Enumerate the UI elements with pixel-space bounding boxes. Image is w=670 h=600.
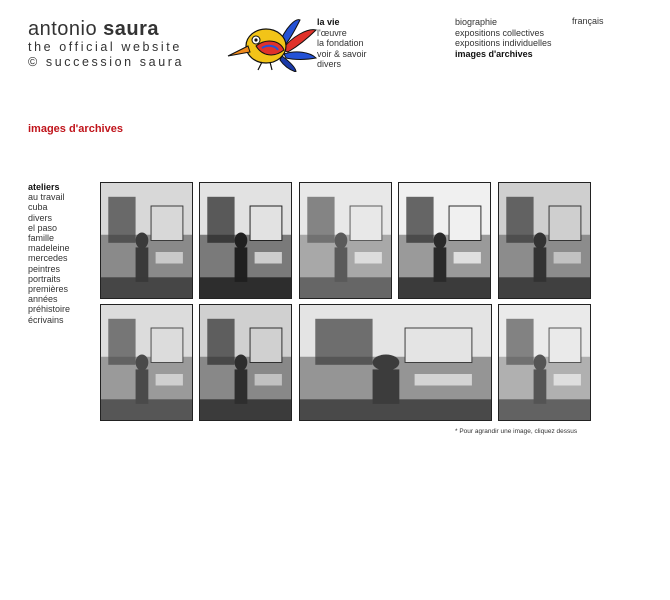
archive-photo-thumbnail[interactable]	[299, 182, 392, 299]
category-nav	[28, 182, 70, 325]
bird-logo-icon[interactable]	[226, 16, 318, 72]
site-name-bold: saura	[103, 18, 160, 40]
category-pr-histoire[interactable]: préhistoire	[28, 304, 71, 315]
archive-photo-thumbnail[interactable]	[199, 304, 292, 421]
archive-photo-thumbnail[interactable]	[100, 304, 193, 421]
site-tagline: the official website	[28, 40, 182, 54]
nav-item-la-fondation[interactable]: la fondation	[317, 38, 364, 48]
subnav-item-biographie[interactable]: biographie	[455, 17, 498, 27]
site-name	[28, 18, 184, 40]
category-mercedes[interactable]: mercedes	[28, 253, 68, 264]
archive-photo-thumbnail[interactable]	[100, 182, 193, 299]
category-cuba[interactable]: cuba	[28, 202, 48, 213]
archive-photo-thumbnail[interactable]	[498, 304, 591, 421]
archive-photo-thumbnail[interactable]	[299, 304, 492, 421]
archive-photo-thumbnail[interactable]	[498, 182, 591, 299]
nav-item-divers[interactable]: divers	[317, 59, 342, 69]
category-madeleine[interactable]: madeleine	[28, 243, 70, 254]
enlarge-note: * Pour agrandir une image, cliquez dessus	[455, 428, 578, 435]
nav-item-l-uvre[interactable]: l'œuvre	[317, 27, 347, 38]
site-name-light: antonio	[28, 18, 104, 40]
category-au-travail[interactable]: au travail	[28, 192, 65, 203]
category-peintres[interactable]: peintres	[28, 263, 61, 274]
main-nav	[317, 17, 367, 70]
category-ateliers[interactable]: ateliers	[28, 182, 60, 192]
category-el-paso[interactable]: el paso	[28, 222, 58, 233]
category-crivains[interactable]: écrivains	[28, 314, 64, 325]
site-copyright: © succession saura	[28, 55, 185, 69]
category-portraits[interactable]: portraits	[28, 273, 61, 284]
subnav-item-expositions-collectives[interactable]: expositions collectives	[455, 27, 545, 38]
archive-photo-thumbnail[interactable]	[199, 182, 292, 299]
subnav-item-expositions-individuelles[interactable]: expositions individuelles	[455, 38, 552, 48]
sub-nav	[455, 17, 552, 59]
subnav-item-images-d-archives[interactable]: images d'archives	[455, 48, 533, 59]
page-title: images d'archives	[28, 123, 123, 135]
category-divers[interactable]: divers	[28, 212, 53, 223]
category-famille[interactable]: famille	[28, 233, 55, 244]
archive-photo-thumbnail[interactable]	[398, 182, 491, 299]
nav-item-voir-savoir[interactable]: voir & savoir	[317, 48, 367, 59]
category-premi-res[interactable]: premières	[28, 284, 69, 295]
site-logo[interactable]	[28, 18, 184, 70]
nav-item-la-vie[interactable]: la vie	[317, 17, 340, 27]
language-link[interactable]: français	[572, 16, 604, 26]
category-ann-es[interactable]: années	[28, 294, 58, 305]
